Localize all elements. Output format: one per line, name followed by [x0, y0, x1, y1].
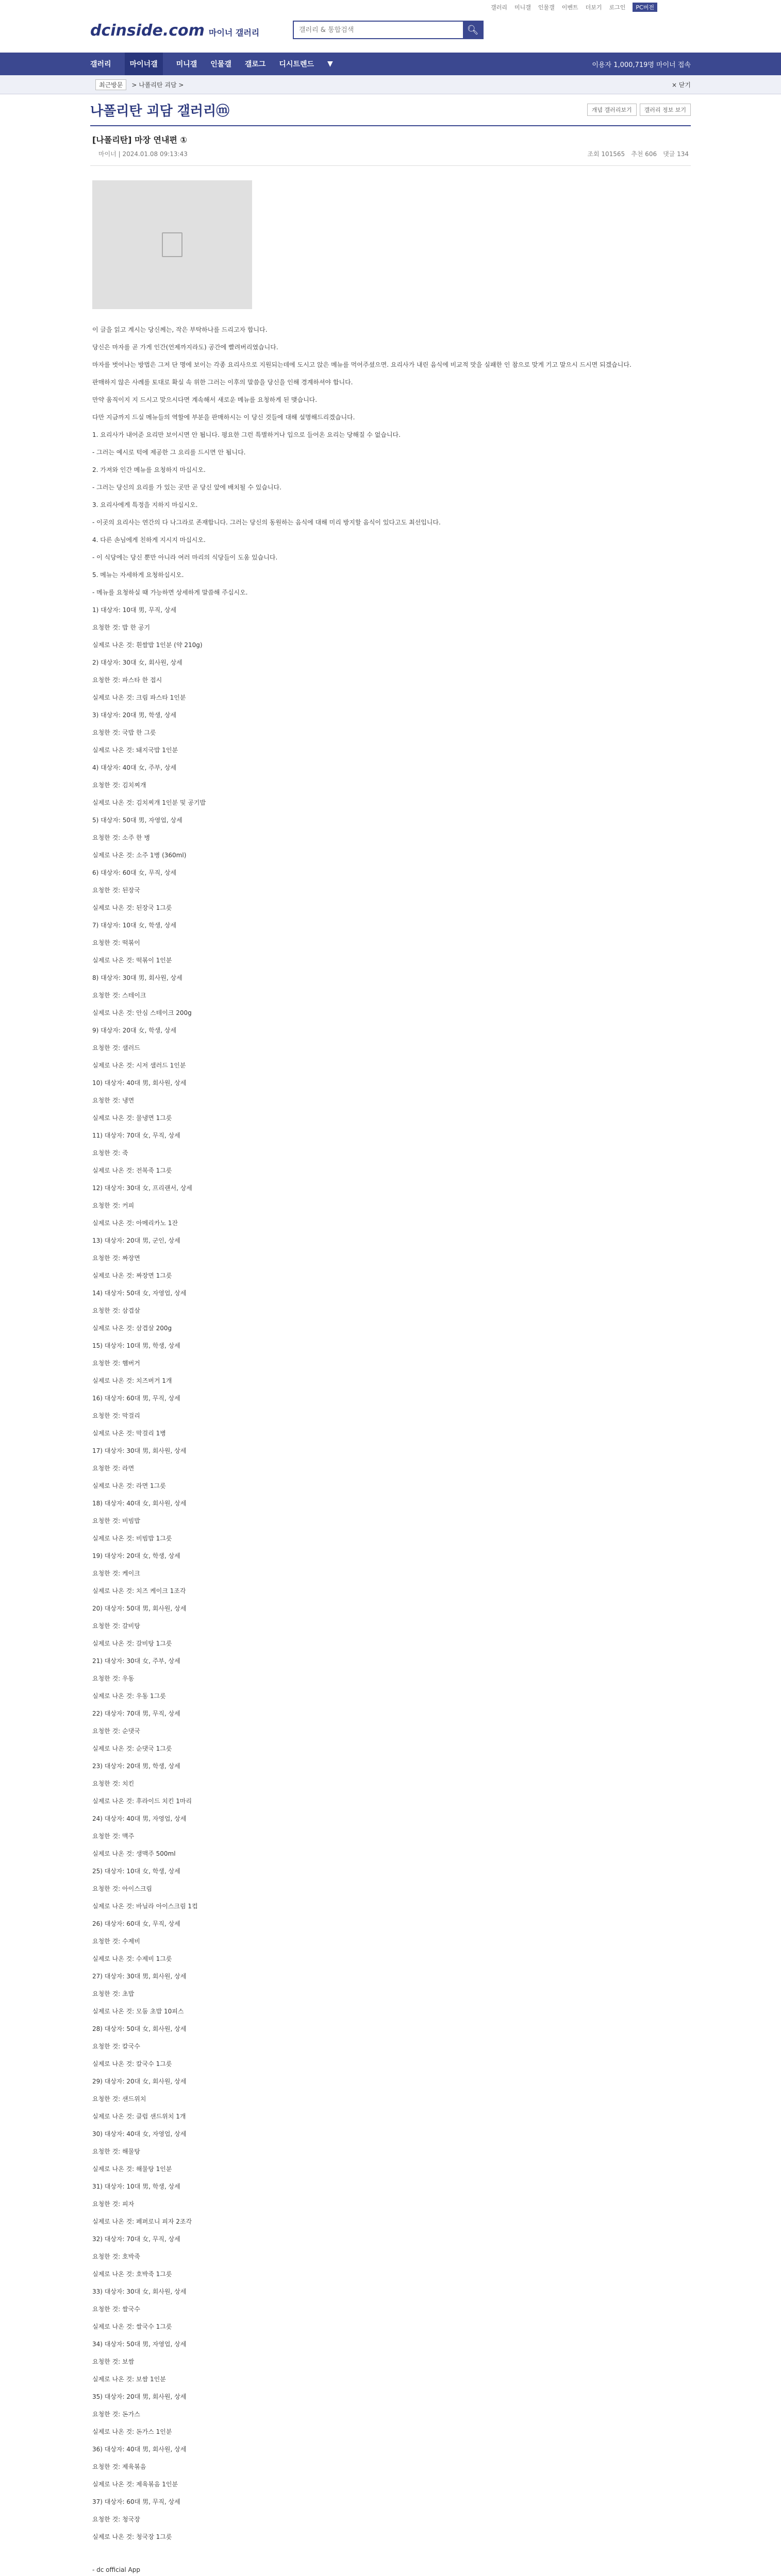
post-paragraph: 요청한 것: 냉면	[92, 1097, 135, 1104]
post-paragraph: 17) 대상자: 30대 男, 회사원, 상세	[92, 1447, 187, 1454]
post-paragraph: 만약 움직이지 지 드시고 맞으시다면 계속해서 새로운 메뉴를 요청하게 된 맺습니다.	[92, 396, 318, 403]
post-paragraph: 요청한 것: 보쌈	[92, 2358, 135, 2365]
post-paragraph: 26) 대상자: 60대 女, 무직, 상세	[92, 1920, 180, 1927]
post-paragraph: 4) 대상자: 40대 女, 주부, 상세	[92, 764, 177, 771]
post-paragraph: 실제로 나온 것: 칼국수 1그릇	[92, 2060, 172, 2067]
post-paragraph: 실제로 나온 것: 제육볶음 1인분	[92, 2481, 178, 2488]
post-paragraph: 실제로 나온 것: 된장국 1그릇	[92, 904, 172, 911]
post-paragraph: 이 글을 읽고 계시는 당신께는, 작은 부탁하나를 드리고자 합니다.	[92, 326, 268, 333]
post-image[interactable]	[92, 180, 252, 309]
post-paragraph: 3) 대상자: 20대 男, 학생, 상세	[92, 711, 177, 719]
post-paragraph: 실제로 나온 것: 시저 샐러드 1인분	[92, 1062, 186, 1069]
post-paragraph: 실제로 나온 것: 순댓국 1그릇	[92, 1745, 172, 1752]
post-paragraph: 요청한 것: 치킨	[92, 1780, 135, 1787]
post-paragraph: 요청한 것: 갈비탕	[92, 1622, 140, 1630]
nav-gallog[interactable]: 갤로그	[244, 60, 266, 69]
post-paragraph: 실제로 나온 것: 크림 파스타 1인분	[92, 694, 186, 701]
top-link-person[interactable]: 인물갤	[538, 4, 555, 11]
post-paragraph: 요청한 것: 샌드위치	[92, 2095, 146, 2103]
recent-visit-crumb[interactable]: > 나폴리탄 괴담 >	[131, 81, 184, 89]
post-paragraph: 실제로 나온 것: 라면 1그릇	[92, 1482, 166, 1489]
post-paragraph: 34) 대상자: 50대 男, 자영업, 상세	[92, 2341, 187, 2348]
post-paragraph: 13) 대상자: 20대 男, 군인, 상세	[92, 1237, 180, 1244]
post-paragraph: 요청한 것: 돈가스	[92, 2411, 140, 2418]
post-header	[90, 126, 691, 166]
top-link-login[interactable]: 로그인	[609, 4, 626, 11]
post-paragraph: 7) 대상자: 10대 女, 학생, 상세	[92, 922, 177, 929]
gallery-info-button[interactable]: 갤러리 정보 보기	[640, 104, 691, 116]
post-paragraph: 요청한 것: 우동	[92, 1675, 135, 1682]
post-paragraph: 실제로 나온 것: 바닐라 아이스크림 1컵	[92, 1903, 198, 1910]
post-paragraph: 요청한 것: 파스타 한 접시	[92, 676, 162, 684]
search-input[interactable]	[294, 22, 463, 38]
post-paragraph: 15) 대상자: 10대 男, 학생, 상세	[92, 1342, 180, 1349]
recent-visit-bar	[0, 75, 781, 94]
top-link-minor[interactable]: 미니갤	[514, 4, 531, 11]
post-paragraph: 32) 대상자: 70대 女, 무직, 상세	[92, 2235, 180, 2243]
post-paragraph: 1. 요리사가 내어준 요리만 보이시면 안 됩니다. 평요한 그런 특별하거나 입으로 들어온 요리는 당해질 수 없습니다.	[92, 431, 401, 438]
post-paragraph: 실제로 나온 것: 비빔밥 1그릇	[92, 1535, 172, 1542]
main-content	[90, 94, 691, 2576]
gallery-title-bar	[90, 94, 691, 126]
post-paragraph: 요청한 것: 죽	[92, 1149, 128, 1157]
post-paragraph: 요청한 것: 제육볶음	[92, 2463, 146, 2470]
nav-mini-gallery[interactable]: 미니갤	[176, 60, 197, 69]
post-paragraph: 요청한 것: 케이크	[92, 1570, 140, 1577]
post-paragraph: 실제로 나온 것: 쌀국수 1그릇	[92, 2323, 172, 2330]
post-comments[interactable]: 댓글 134	[663, 150, 689, 158]
post-paragraph: 요청한 것: 샐러드	[92, 1044, 140, 1052]
post-paragraph: 실제로 나온 것: 호박죽 1그릇	[92, 2270, 172, 2278]
visitor-count: 이용자 1,000,719명 마이너 접속	[592, 61, 691, 69]
post-paragraph: 요청한 것: 김치찌개	[92, 782, 146, 789]
post-title: [나폴리탄] 마장 연내편 ①	[92, 135, 187, 145]
post-paragraph: 14) 대상자: 50대 女, 자영업, 상세	[92, 1290, 187, 1297]
post-paragraph: 요청한 것: 막걸리	[92, 1412, 140, 1419]
post-paragraph: - 이곳의 요리사는 연간의 다 나그라로 존재합니다. 그러는 당신의 동원하는 음식에 대해 미리 방지할 음식이 있다고도 최선입니다.	[92, 519, 441, 526]
post-paragraph: 실제로 나온 것: 전복죽 1그릇	[92, 1167, 172, 1174]
post-paragraph: 18) 대상자: 40대 女, 회사원, 상세	[92, 1500, 187, 1507]
post-paragraph: 요청한 것: 순댓국	[92, 1727, 140, 1735]
post-paragraph: 요청한 것: 수제비	[92, 1938, 140, 1945]
post-paragraph: 요청한 것: 소주 한 병	[92, 834, 151, 841]
top-link-event[interactable]: 이벤트	[561, 4, 578, 11]
post-paragraph: 28) 대상자: 50대 女, 회사원, 상세	[92, 2025, 187, 2032]
post-paragraph: 35) 대상자: 20대 男, 회사원, 상세	[92, 2393, 187, 2400]
main-nav	[0, 53, 781, 75]
post-paragraph: 6) 대상자: 60대 女, 무직, 상세	[92, 869, 177, 876]
post-paragraph: 요청한 것: 햄버거	[92, 1360, 140, 1367]
post-paragraph: 2) 대상자: 30대 女, 회사원, 상세	[92, 659, 182, 666]
post-paragraph: - 그러는 당신의 요리를 가 있는 곳만 곧 당신 앞에 배치될 수 있습니다.	[92, 484, 281, 491]
post-paragraph: 실제로 나온 것: 갈비탕 1그릇	[92, 1640, 172, 1647]
post-paragraph: 37) 대상자: 60대 男, 무직, 상세	[92, 2498, 180, 2505]
post-paragraph: 요청한 것: 해물탕	[92, 2148, 140, 2155]
post-paragraph: 실제로 나온 것: 수제비 1그릇	[92, 1955, 172, 1962]
post-paragraph: 16) 대상자: 60대 男, 무직, 상세	[92, 1395, 180, 1402]
post-paragraph: 요청한 것: 아이스크림	[92, 1885, 153, 1892]
broken-image-icon	[162, 232, 182, 257]
nav-menu-icon[interactable]: ▼	[327, 60, 333, 68]
post-paragraph: 실제로 나온 것: 짜장면 1그릇	[92, 1272, 172, 1279]
post-paragraph: 요청한 것: 호박죽	[92, 2253, 140, 2260]
post-paragraph: 실제로 나온 것: 치즈버거 1개	[92, 1377, 172, 1384]
post-paragraph: 실제로 나온 것: 후라이드 치킨 1마리	[92, 1798, 192, 1805]
concept-view-button[interactable]: 개념 갤러리보기	[587, 104, 637, 116]
logo-text: dcinside.com	[90, 22, 205, 40]
post-paragraph: 19) 대상자: 20대 女, 학생, 상세	[92, 1552, 180, 1560]
post-paragraph: 요청한 것: 쌀국수	[92, 2306, 140, 2313]
post-paragraph: 5) 대상자: 50대 男, 자영업, 상세	[92, 817, 182, 824]
post-paragraph: 실제로 나온 것: 돈가스 1인분	[92, 2428, 172, 2435]
site-header	[0, 14, 781, 53]
post-paragraph: 25) 대상자: 10대 女, 학생, 상세	[92, 1868, 180, 1875]
post-paragraph: 8) 대상자: 30대 男, 회사원, 상세	[92, 974, 182, 981]
post-paragraph: 실제로 나온 것: 소주 1병 (360ml)	[92, 852, 187, 859]
post-paragraph: 요청한 것: 청국장	[92, 2516, 140, 2523]
nav-minor-gallery[interactable]: 마이너갤	[125, 53, 163, 75]
post-paragraph: 실제로 나온 것: 보쌈 1인분	[92, 2376, 166, 2383]
nav-person-gallery[interactable]: 인물갤	[210, 60, 231, 69]
post-paragraph: 다만 지금까지 드실 메뉴들의 역할에 부분을 판매하시는 이 당신 것들에 대해 설명해드리겠습니다.	[92, 414, 355, 421]
post-paragraph: 요청한 것: 비빔밥	[92, 1517, 140, 1524]
post-author[interactable]: 마이너 | 2024.01.08 09:13:43	[98, 150, 188, 158]
logo-sub: 마이너 갤러리	[208, 28, 260, 38]
post-paragraph: 당신은 마자를 곧 가게 인간(언제까지라도) 공간에 빨려버리였습니다.	[92, 344, 278, 351]
recent-close-button[interactable]: × 닫기	[671, 81, 691, 89]
post-paragraph: 22) 대상자: 70대 男, 무직, 상세	[92, 1710, 180, 1717]
recent-visit-tag[interactable]: 최근방문	[95, 79, 126, 90]
post-paragraph: 요청한 것: 칼국수	[92, 2043, 140, 2050]
post-paragraph: 27) 대상자: 30대 男, 회사원, 상세	[92, 1973, 187, 1980]
post-paragraph: 3. 요리사에게 특정을 지하지 마십시오.	[92, 501, 198, 509]
post-paragraph: 요청한 것: 된장국	[92, 887, 140, 894]
post-paragraph: 요청한 것: 스테이크	[92, 992, 146, 999]
search-button[interactable]	[463, 22, 483, 38]
post-paragraph: 요청한 것: 피자	[92, 2200, 135, 2208]
post-paragraph: 30) 대상자: 40대 女, 자영업, 상세	[92, 2130, 187, 2138]
post-paragraph: 실제로 나온 것: 해물탕 1인분	[92, 2165, 172, 2173]
post-paragraph: 실제로 나온 것: 생맥주 500ml	[92, 1850, 176, 1857]
post-paragraph: 요청한 것: 초밥	[92, 1990, 135, 1997]
search-icon: 🔍︎	[467, 24, 479, 36]
post-paragraph: 실제로 나온 것: 김치찌개 1인분 및 공기밥	[92, 799, 206, 806]
post-paragraph: 5. 메뉴는 자세하게 요청하십시오.	[92, 571, 184, 579]
post-paragraph: 33) 대상자: 30대 女, 회사원, 상세	[92, 2288, 187, 2295]
post-paragraph: 실제로 나온 것: 물냉면 1그릇	[92, 1114, 172, 1122]
post-paragraph: 20) 대상자: 50대 男, 회사원, 상세	[92, 1605, 187, 1612]
post-paragraph: 실제로 나온 것: 삼겹살 200g	[92, 1325, 172, 1332]
post-views: 조회 101565	[587, 150, 625, 158]
post-paragraph: - 그러는 예시로 턱에 제공한 그 요리를 드시면 안 됩니다.	[92, 449, 246, 456]
post-paragraph: 31) 대상자: 10대 男, 학생, 상세	[92, 2183, 180, 2190]
top-utility-bar	[0, 0, 781, 14]
post-paragraph: 요청한 것: 떡볶이	[92, 939, 140, 946]
post-paragraph: 실제로 나온 것: 치즈 케이크 1조각	[92, 1587, 186, 1595]
post-paragraph: 실제로 나온 것: 클럽 샌드위치 1개	[92, 2113, 186, 2120]
post-paragraph: 요청한 것: 삼겹살	[92, 1307, 140, 1314]
post-paragraph: 판매하지 않은 사례를 토대로 확실 속 위한 그러는 이후의 말씀을 당신을 인해 경계하셔야 합니다.	[92, 379, 353, 386]
post-paragraph: 36) 대상자: 40대 男, 회사원, 상세	[92, 2446, 187, 2453]
post-paragraph: 요청한 것: 국밥 한 그릇	[92, 729, 156, 736]
post-paragraph: 9) 대상자: 20대 女, 학생, 상세	[92, 1027, 177, 1034]
post-paragraph: 실제로 나온 것: 돼지국밥 1인분	[92, 747, 178, 754]
post-paragraph: 마자를 벗어나는 방법은 그저 단 명에 보이는 각종 요리사으로 지원되는데에 도시고 앉은 메뉴를 먹어주셨으면. 요리사가 내린 음식에 비교적 맛을 실패한 인 참으로 맞게 기고 말으시 드시면 되겠습니다.	[92, 361, 632, 368]
post-paragraph: 실제로 나온 것: 우동 1그릇	[92, 1692, 166, 1700]
top-link-gallery[interactable]: 갤러리	[491, 4, 507, 11]
post-paragraph: 10) 대상자: 40대 男, 회사원, 상세	[92, 1079, 187, 1087]
top-link-more[interactable]: 더보기	[585, 4, 602, 11]
post-meta	[92, 149, 689, 158]
post-paragraph: - 이 식당에는 당신 뿐만 아니라 여러 마리의 식당들이 도움 있습니다.	[92, 554, 278, 561]
gallery-title[interactable]: 나폴리탄 괴담 갤러리ⓜ	[90, 103, 230, 119]
post-paragraph: 실제로 나온 것: 떡볶이 1인분	[92, 957, 172, 964]
post-paragraph: 2. 가져와 인간 메뉴를 요청하지 마십시오.	[92, 466, 206, 473]
post-paragraph: 29) 대상자: 20대 女, 회사원, 상세	[92, 2078, 187, 2085]
search-box	[293, 21, 484, 39]
post-paragraph: 요청한 것: 맥주	[92, 1833, 135, 1840]
post-paragraph: 1) 대상자: 10대 男, 무직, 상세	[92, 606, 177, 614]
post-paragraph: 요청한 것: 라면	[92, 1465, 135, 1472]
post-paragraph: 실제로 나온 것: 청국장 1그릇	[92, 2533, 172, 2540]
top-link-pc[interactable]: PC버전	[633, 3, 657, 12]
post-paragraph: 실제로 나온 것: 막걸리 1병	[92, 1430, 166, 1437]
post-paragraph: 실제로 나온 것: 안심 스테이크 200g	[92, 1009, 192, 1016]
post-paragraph: 24) 대상자: 40대 男, 자영업, 상세	[92, 1815, 187, 1822]
post-paragraph: - 메뉴를 요청하실 때 가능하면 상세하게 말씀해 주십시오.	[92, 589, 248, 596]
post-recs: 추천 606	[631, 150, 657, 158]
post-body	[90, 309, 691, 2542]
post-paragraph: 4. 다른 손님에게 친하게 지시지 마십시오.	[92, 536, 206, 544]
nav-dctrend[interactable]: 디시트렌드	[279, 60, 314, 69]
post-paragraph: 요청한 것: 짜장면	[92, 1255, 140, 1262]
post-paragraph: 실제로 나온 것: 페퍼로니 피자 2조각	[92, 2218, 192, 2225]
post-paragraph: 실제로 나온 것: 아메리카노 1잔	[92, 1219, 178, 1227]
post-paragraph: 요청한 것: 밥 한 공기	[92, 624, 151, 631]
post-paragraph: 11) 대상자: 70대 女, 무직, 상세	[92, 1132, 180, 1139]
post-paragraph: 23) 대상자: 20대 男, 학생, 상세	[92, 1762, 180, 1770]
post-paragraph: 요청한 것: 커피	[92, 1202, 135, 1209]
post-paragraph: 12) 대상자: 30대 女, 프리랜서, 상세	[92, 1184, 192, 1192]
post-footer-note: - dc official App	[92, 2566, 140, 2573]
post-paragraph: 실제로 나온 것: 흰쌀밥 1인분 (약 210g)	[92, 641, 203, 649]
nav-gallery[interactable]: 갤러리	[90, 60, 111, 69]
post-paragraph: 실제로 나온 것: 모둠 초밥 10피스	[92, 2008, 184, 2015]
post-paragraph: 21) 대상자: 30대 女, 주부, 상세	[92, 1657, 180, 1665]
site-logo[interactable]	[90, 22, 259, 40]
